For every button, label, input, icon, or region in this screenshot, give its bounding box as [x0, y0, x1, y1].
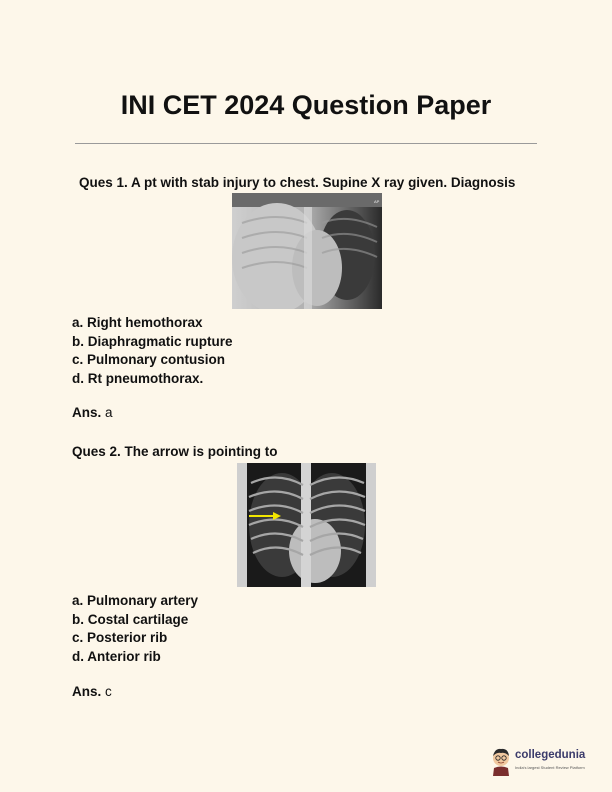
question-2-answer — [72, 684, 112, 699]
question-1-answer — [72, 405, 113, 420]
question-2-answer-value: c — [105, 684, 112, 699]
question-2-text: Ques 2. The arrow is pointing to — [72, 444, 278, 459]
question-1-text: Ques 1. A pt with stab injury to chest. Supine X ray given. Diagnosis — [79, 175, 516, 190]
question-1-option-d: d. Rt pneumothorax. — [72, 370, 204, 386]
question-2-answer-label: Ans. — [72, 684, 102, 699]
collegedunia-logo — [489, 746, 589, 776]
question-2-option-d: d. Anterior rib — [72, 648, 161, 664]
title-divider — [75, 143, 537, 144]
question-1-option-a: a. Right hemothorax — [72, 315, 203, 330]
question-2-option-a: a. Pulmonary artery — [72, 593, 199, 608]
question-1-option-c: c. Pulmonary contusion — [72, 352, 226, 367]
page-title: INI CET 2024 Question Paper — [120, 90, 492, 120]
question-1-answer-label: Ans. — [72, 405, 102, 420]
question-2-option-c: c. Posterior rib — [72, 630, 168, 645]
svg-text:AP: AP — [374, 199, 380, 204]
student-mascot-icon — [489, 746, 513, 776]
question-2-option-b: b. Costal cartilage — [72, 611, 189, 627]
question-1-xray-image — [232, 193, 382, 309]
brand-name: collegedunia — [515, 749, 586, 761]
question-2-xray-image — [237, 463, 376, 587]
question-1-option-b: b. Diaphragmatic rupture — [72, 333, 233, 349]
brand-tagline: India's largest Student Review Platform — [515, 765, 585, 770]
question-1-answer-value: a — [105, 405, 113, 420]
